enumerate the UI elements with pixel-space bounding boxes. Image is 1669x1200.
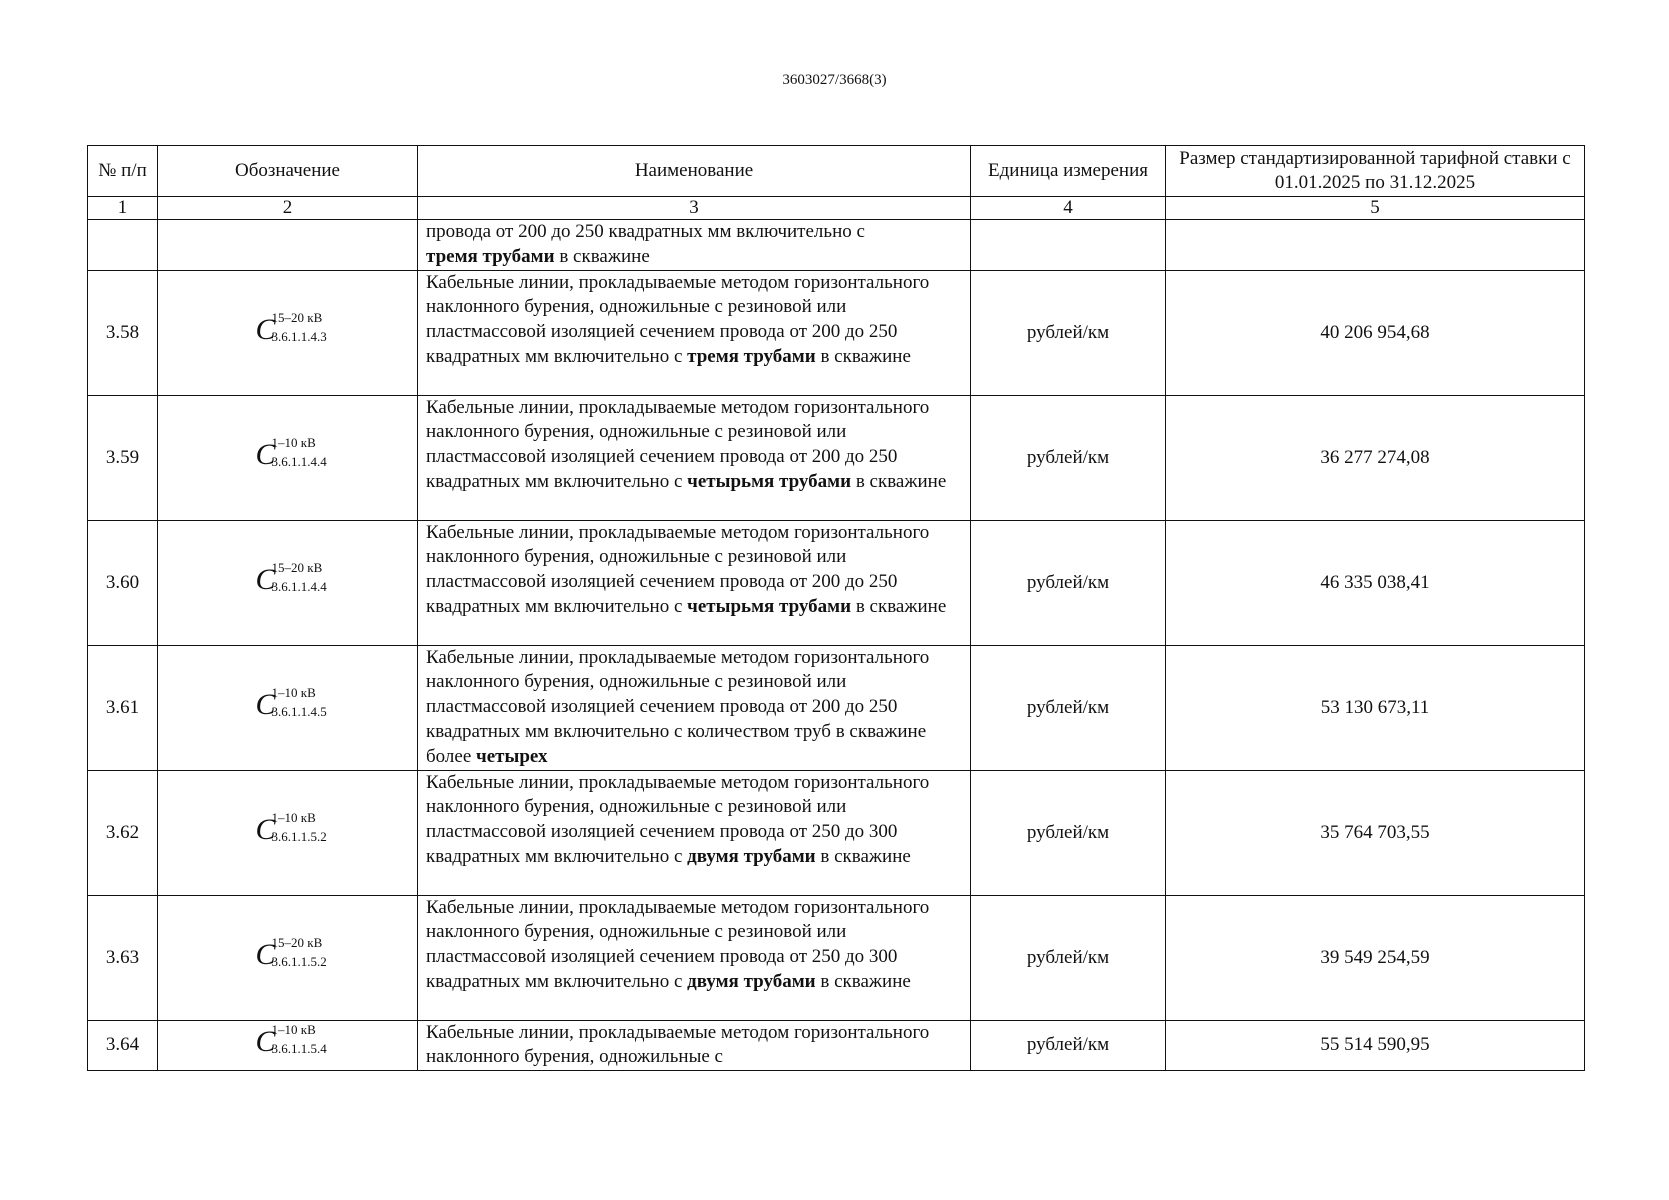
designation-symbol: C 15–20 кВ 3.6.1.1.4.4 [255,559,327,596]
cell-designation [158,220,418,271]
cell-unit: рублей/км [971,770,1166,895]
cell-unit: рублей/км [971,270,1166,395]
table-row [88,395,1585,520]
designation-symbol: C 1–10 кВ 3.6.1.1.4.5 [255,684,327,721]
designation-symbol: C 1–10 кВ 3.6.1.1.5.4 [255,1022,327,1059]
cell-name: Кабельные линии, прокладываемые методом горизонтального наклонного бурения, одножильные с резиновой или пластмассовой изоляцией сечением провода от 200 до 250 квадратных мм включительно с тремя трубами в скважине [418,270,971,395]
cell-num: 3.63 [88,895,158,1020]
header-rate: Размер стандартизированной тарифной ставки с 01.01.2025 по 31.12.2025 [1166,146,1585,197]
table-row [88,520,1585,645]
designation-symbol: C 15–20 кВ 3.6.1.1.4.3 [255,309,327,346]
table-row-continuation [88,220,1585,271]
header-designation: Обозначение [158,146,418,197]
header-name: Наименование [418,146,971,197]
cell-rate: 39 549 254,59 [1166,895,1585,1020]
cell-unit [971,220,1166,271]
cell-num: 3.60 [88,520,158,645]
cell-name: Кабельные линии, прокладываемые методом горизонтального наклонного бурения, одножильные с резиновой или пластмассовой изоляцией сечением провода от 250 до 300 квадратных мм включительно с двумя трубами в скважине [418,770,971,895]
cell-unit: рублей/км [971,395,1166,520]
cell-designation [158,645,418,770]
cell-rate: 46 335 038,41 [1166,520,1585,645]
cell-num: 3.59 [88,395,158,520]
designation-symbol: C 1–10 кВ 3.6.1.1.5.2 [255,809,327,846]
tariff-table [87,145,1585,1071]
cell-rate: 35 764 703,55 [1166,770,1585,895]
cell-name: Кабельные линии, прокладываемые методом горизонтального наклонного бурения, одножильные с резиновой или пластмассовой изоляцией сечением провода от 200 до 250 квадратных мм включительно с количеством труб в скважине более четырех [418,645,971,770]
cell-rate: 36 277 274,08 [1166,395,1585,520]
cell-designation [158,520,418,645]
column-number: 3 [418,197,971,220]
cell-name: провода от 200 до 250 квадратных мм включительно с тремя трубами в скважине [418,220,971,271]
cell-rate: 55 514 590,95 [1166,1020,1585,1071]
table-row [88,270,1585,395]
table-row [88,645,1585,770]
cell-designation [158,395,418,520]
document-number: 3603027/3668(3) [782,72,887,88]
designation-symbol: C 15–20 кВ 3.6.1.1.5.2 [255,934,327,971]
cell-unit: рублей/км [971,895,1166,1020]
header-num: № п/п [88,146,158,197]
cell-rate [1166,220,1585,271]
cell-unit: рублей/км [971,520,1166,645]
cell-num [88,220,158,271]
table-row [88,1020,1585,1071]
cell-num: 3.62 [88,770,158,895]
cell-designation [158,270,418,395]
cell-designation [158,770,418,895]
cell-name: Кабельные линии, прокладываемые методом горизонтального наклонного бурения, одножильные с [418,1020,971,1071]
cell-designation [158,895,418,1020]
column-number: 1 [88,197,158,220]
cell-unit: рублей/км [971,1020,1166,1071]
cell-unit: рублей/км [971,645,1166,770]
cell-name: Кабельные линии, прокладываемые методом горизонтального наклонного бурения, одножильные с резиновой или пластмассовой изоляцией сечением провода от 250 до 300 квадратных мм включительно с двумя трубами в скважине [418,895,971,1020]
table-row [88,895,1585,1020]
cell-designation [158,1020,418,1071]
cell-num: 3.58 [88,270,158,395]
column-number: 5 [1166,197,1585,220]
designation-symbol: C 1–10 кВ 3.6.1.1.4.4 [255,434,327,471]
cell-rate: 53 130 673,11 [1166,645,1585,770]
column-number: 2 [158,197,418,220]
header-unit: Единица измерения [971,146,1166,197]
column-number: 4 [971,197,1166,220]
cell-name: Кабельные линии, прокладываемые методом горизонтального наклонного бурения, одножильные с резиновой или пластмассовой изоляцией сечением провода от 200 до 250 квадратных мм включительно с четырьмя трубами в скважине [418,395,971,520]
cell-rate: 40 206 954,68 [1166,270,1585,395]
cell-name: Кабельные линии, прокладываемые методом горизонтального наклонного бурения, одножильные с резиновой или пластмассовой изоляцией сечением провода от 200 до 250 квадратных мм включительно с четырьмя трубами в скважине [418,520,971,645]
table-row [88,770,1585,895]
cell-num: 3.64 [88,1020,158,1071]
cell-num: 3.61 [88,645,158,770]
